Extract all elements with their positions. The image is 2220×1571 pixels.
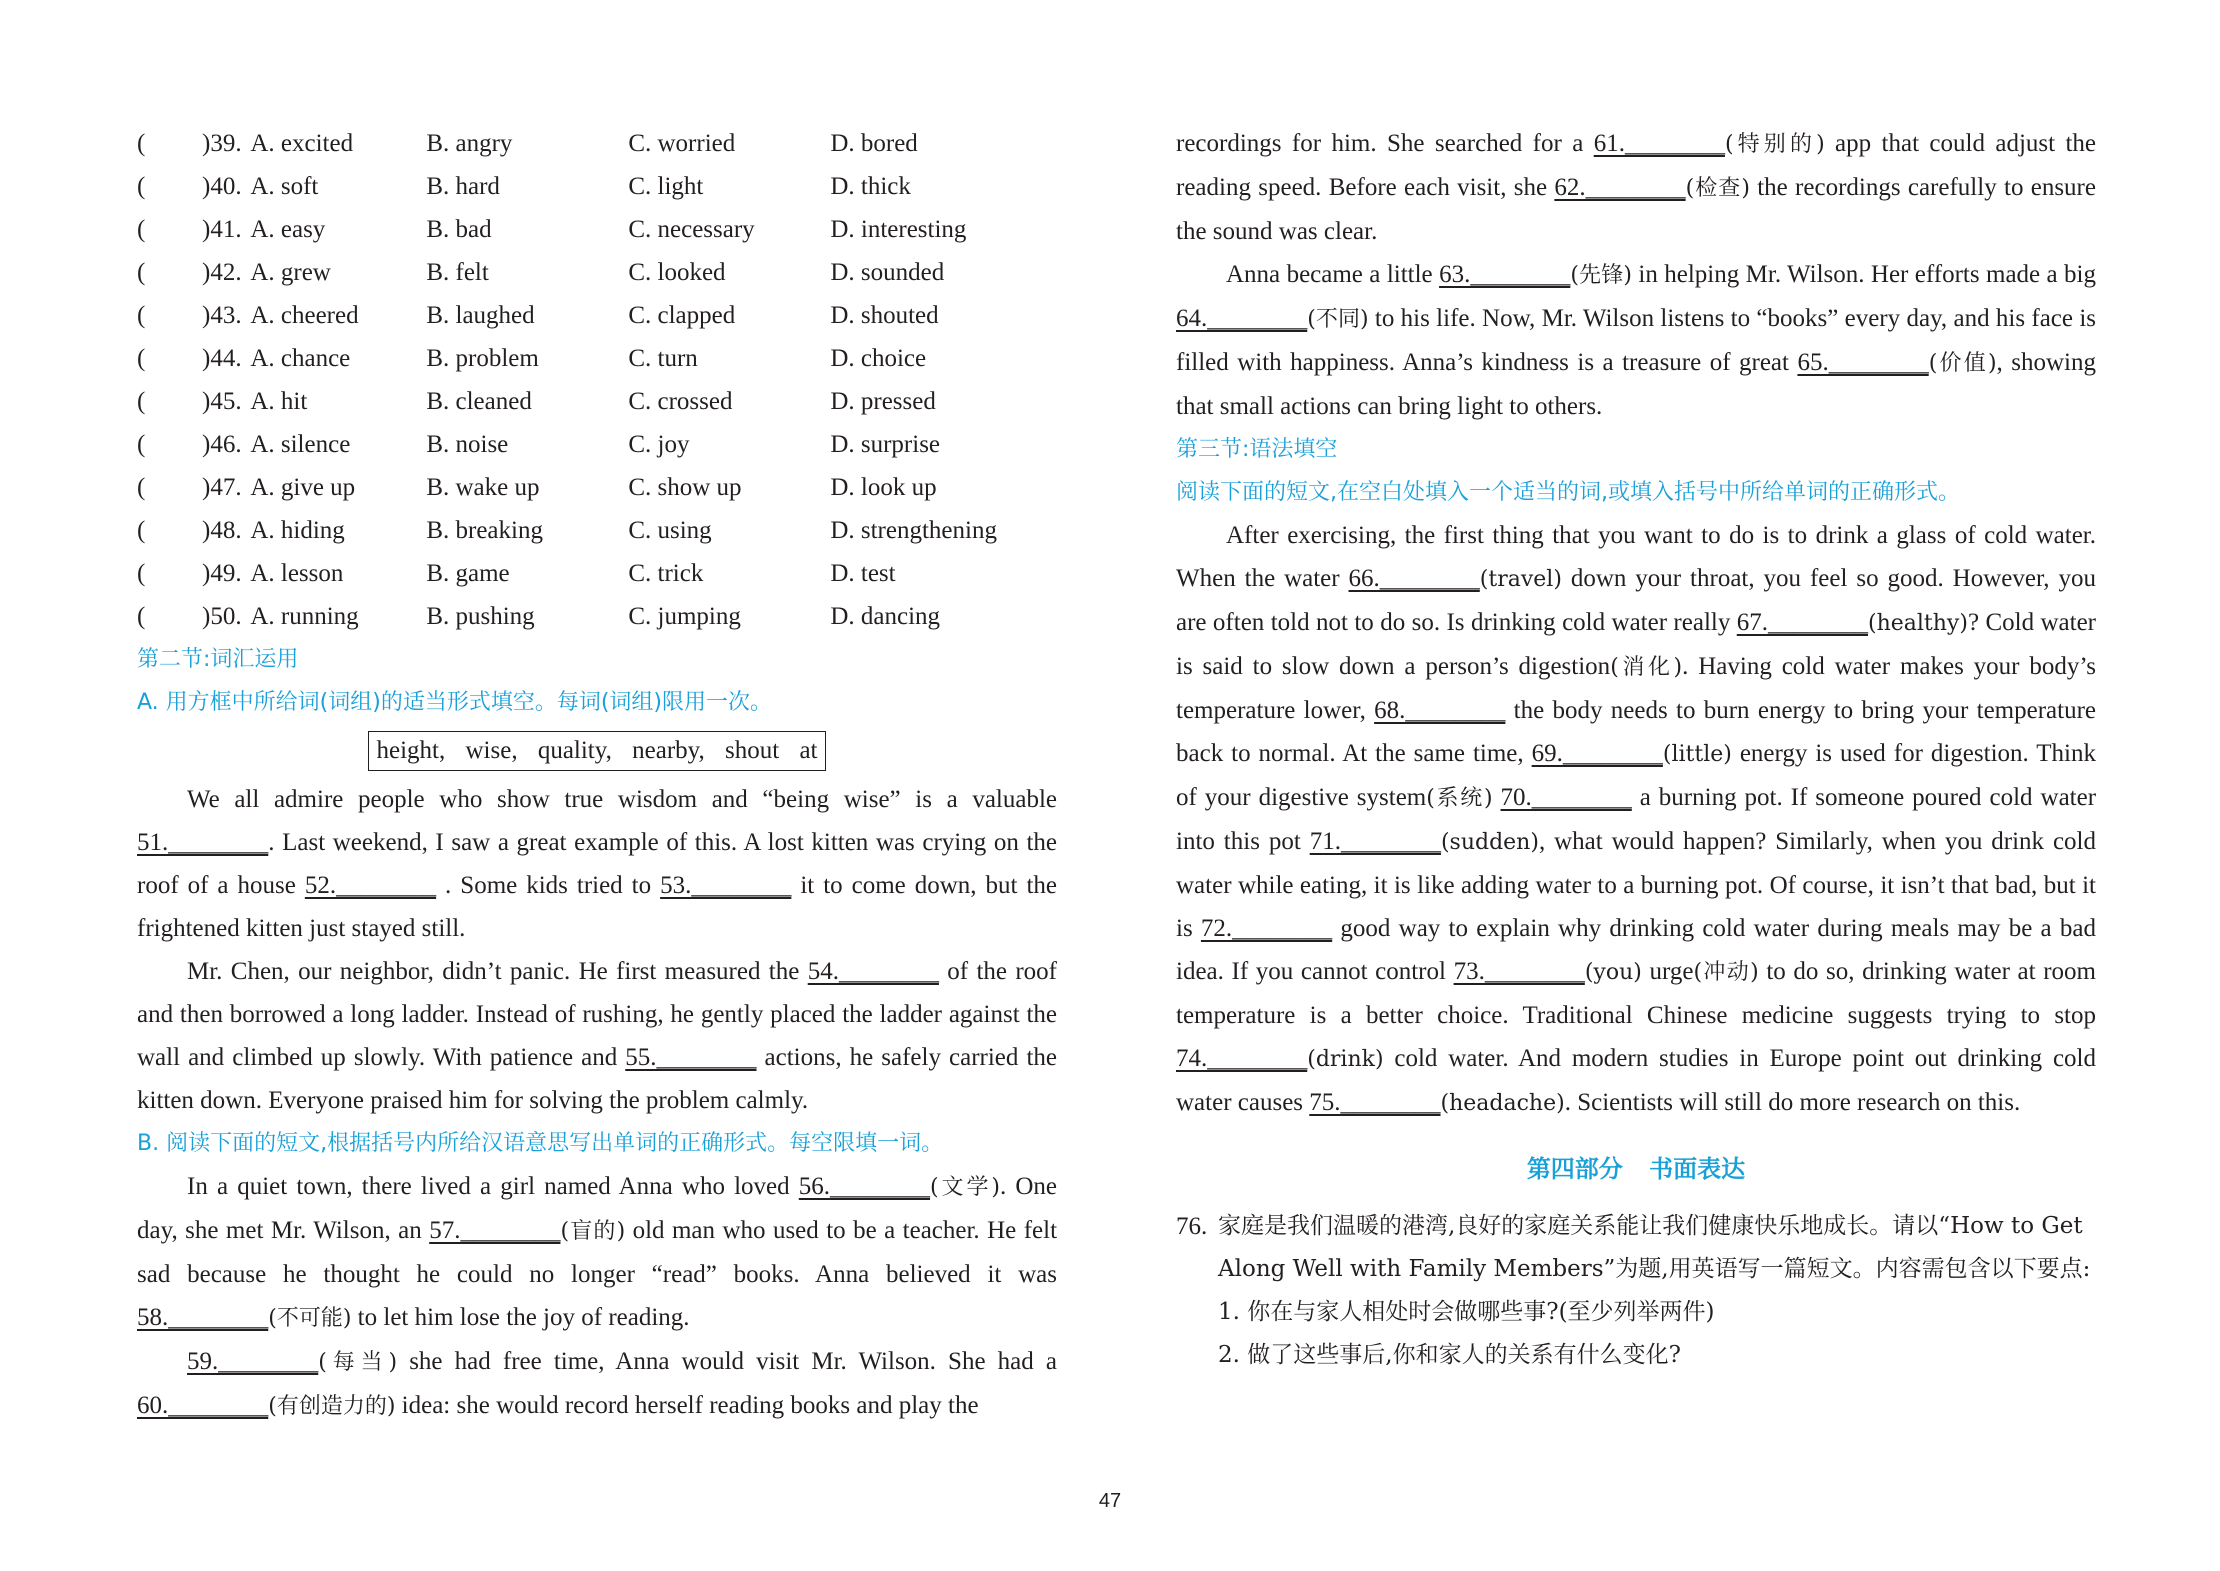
blank-62[interactable]: 62.________	[1554, 174, 1686, 201]
option-b: B. hard	[426, 173, 500, 200]
answer-paren-open[interactable]: (	[137, 345, 146, 372]
option-b: B. laughed	[426, 302, 535, 329]
blank-68[interactable]: 68.________	[1374, 697, 1506, 724]
hint: (盲的)	[560, 1219, 626, 1244]
option-c: C. looked	[628, 259, 726, 286]
text: We all admire people who show true wisdom and “being wise” is a valuable	[187, 786, 1057, 813]
answer-paren-open[interactable]: (	[137, 603, 146, 630]
text: it to come down, but the frightened kitten just stayed still.	[137, 872, 1057, 942]
text: of the roof and then borrowed a long ladder. Instead of rushing, he gently placed the ladder against the wall and climbed up slowly. With patience and	[137, 958, 1057, 1071]
answer-paren-close: )	[202, 130, 211, 157]
text: good way to explain why drinking cold water during meals may be a bad idea. If you cannot control	[1176, 915, 2096, 985]
choice-question	[137, 423, 1057, 466]
hint: (little)	[1662, 742, 1732, 767]
question-number: 40.	[210, 173, 242, 200]
blank-51[interactable]: 51.________	[137, 829, 269, 856]
answer-paren-open[interactable]: (	[137, 302, 146, 329]
option-c: C. worried	[628, 130, 736, 157]
blank-54[interactable]: 54.________	[807, 958, 939, 985]
choice-question	[137, 337, 1057, 380]
text: a burning pot. If someone poured cold water into this pot	[1176, 784, 2097, 855]
option-a: A. give up	[250, 474, 356, 501]
writing-question-body	[1218, 1205, 2096, 1377]
option-d: D. choice	[830, 345, 927, 372]
option-c: C. show up	[628, 474, 742, 501]
option-a: A. lesson	[250, 560, 344, 587]
answer-paren-open[interactable]: (	[137, 388, 146, 415]
text: Anna became a little	[1226, 261, 1440, 288]
answer-paren-open[interactable]: (	[137, 560, 146, 587]
text: the recordings carefully to ensure the sound was clear.	[1176, 174, 2096, 245]
hint: (不可能)	[268, 1306, 352, 1331]
option-b: B. game	[426, 560, 510, 587]
writing-point-2: 2. 做了这些事后,你和家人的关系有什么变化?	[1218, 1342, 1681, 1368]
blank-64[interactable]: 64.________	[1176, 305, 1308, 332]
hint: (消化)	[1610, 655, 1683, 680]
option-c: C. trick	[628, 560, 704, 587]
question-number: 44.	[210, 345, 242, 372]
section2-partA-instruction: A. 用方框中所给词(词组)的适当形式填空。每词(词组)限用一次。	[137, 690, 772, 715]
text: to his life. Now, Mr. Wilson listens to “books” every day, and his face is filled with happiness. Anna’s kindness is a treasure of great	[1176, 305, 2096, 376]
option-a: A. excited	[250, 130, 354, 157]
writing-prompt: 家庭是我们温暖的港湾,良好的家庭关系能让我们健康快乐地成长。请以“How to Get Along Well with Family Members”为题,用英语写一篇短文。内容需包含以下要点:	[1218, 1213, 2091, 1282]
page-number: 47	[1098, 1490, 1122, 1512]
question-number: 43.	[210, 302, 242, 329]
blank-73[interactable]: 73.________	[1453, 958, 1585, 985]
hint: (文学)	[930, 1175, 1000, 1200]
passageB-paragraph-1	[137, 1165, 1057, 1340]
text: energy is used for digestion. Think of your digestive system	[1176, 740, 2096, 811]
answer-paren-close: )	[202, 603, 211, 630]
option-d: D. thick	[830, 173, 911, 200]
hint: (drink)	[1307, 1047, 1384, 1072]
answer-paren-close: )	[202, 388, 211, 415]
choice-question-list	[137, 122, 1057, 638]
option-d: D. interesting	[830, 216, 967, 243]
option-d: D. surprise	[830, 431, 941, 458]
text: . One day, she met Mr. Wilson, an	[137, 1173, 1057, 1244]
option-d: D. bored	[830, 130, 918, 157]
blank-57[interactable]: 57.________	[429, 1217, 561, 1244]
blank-72[interactable]: 72.________	[1200, 915, 1333, 942]
text: recordings for him. She searched for a	[1176, 130, 1594, 157]
text: urge	[1641, 958, 1694, 985]
hint: (系统)	[1426, 786, 1493, 811]
option-a: A. hiding	[250, 517, 345, 544]
hint: (不同)	[1307, 307, 1369, 332]
blank-52[interactable]: 52.________	[304, 872, 437, 899]
section4-title: 第四部分 书面表达	[1526, 1155, 1746, 1183]
option-b: B. bad	[426, 216, 492, 243]
hint: (价值)	[1928, 351, 1997, 376]
hint: (每当)	[318, 1350, 398, 1375]
option-a: A. running	[250, 603, 359, 630]
option-d: D. strengthening	[830, 517, 997, 544]
text: ? Cold water is said to slow down a person’s digestion	[1176, 609, 2096, 680]
question-number: 41.	[210, 216, 242, 243]
passageB-paragraph-2-cont	[1176, 122, 2096, 253]
blank-74[interactable]: 74.________	[1176, 1045, 1308, 1072]
blank-70[interactable]: 70.________	[1500, 784, 1632, 811]
option-b: B. breaking	[426, 517, 543, 544]
option-b: B. problem	[426, 345, 539, 372]
text: to do so, drinking water at room temperature is a better choice. Traditional Chinese medicine suggests trying to stop	[1176, 958, 2096, 1029]
section3-instruction: 阅读下面的短文,在空白处填入一个适当的词,或填入括号中所给单词的正确形式。	[1176, 480, 1960, 505]
choice-question	[137, 595, 1057, 638]
text: . Scientists will still do more research on this.	[1564, 1089, 2021, 1116]
answer-paren-open[interactable]: (	[137, 216, 146, 243]
option-b: B. wake up	[426, 474, 540, 501]
blank-69[interactable]: 69.________	[1531, 740, 1663, 767]
blank-61[interactable]: 61.________	[1593, 130, 1725, 157]
writing-question	[1176, 1205, 2096, 1377]
hint: (有创造力的)	[268, 1394, 396, 1419]
choice-question	[137, 165, 1057, 208]
blank-56[interactable]: 56.________	[798, 1173, 931, 1200]
option-b: B. noise	[426, 431, 509, 458]
section2-partB-instruction: B. 阅读下面的短文,根据括号内所给汉语意思写出单词的正确形式。每空限填一词。	[137, 1131, 944, 1156]
answer-paren-close: )	[202, 216, 211, 243]
right-column	[1176, 122, 2096, 1377]
option-b: B. felt	[426, 259, 489, 286]
option-c: C. necessary	[628, 216, 755, 243]
answer-paren-close: )	[202, 259, 211, 286]
blank-63[interactable]: 63.________	[1439, 261, 1571, 288]
option-a: A. grew	[250, 259, 331, 286]
answer-paren-open[interactable]: (	[137, 431, 146, 458]
text: to let him lose the joy of reading.	[351, 1304, 690, 1331]
hint: (travel)	[1479, 567, 1562, 592]
answer-paren-close: )	[202, 302, 211, 329]
text: . Last weekend, I saw a great example of this. A lost kitten was crying on the roof of a house	[137, 829, 1057, 899]
option-d: D. sounded	[830, 259, 945, 286]
choice-question	[137, 208, 1057, 251]
text: app that could adjust the reading speed. Before each visit, she	[1176, 130, 2096, 201]
writing-point-1: 1. 你在与家人相处时会做哪些事?(至少列举两件)	[1218, 1299, 1715, 1325]
choice-question	[137, 251, 1057, 294]
text: idea: she would record herself reading books and play the	[395, 1392, 979, 1419]
passageA-paragraph-2	[137, 950, 1057, 1122]
option-a: A. easy	[250, 216, 326, 243]
option-d: D. test	[830, 560, 896, 587]
passageA-paragraph-1	[137, 778, 1057, 950]
question-number: 46.	[210, 431, 242, 458]
question-number: 42.	[210, 259, 242, 286]
blank-65[interactable]: 65.________	[1797, 349, 1929, 376]
text	[1493, 784, 1501, 811]
option-c: C. using	[628, 517, 712, 544]
text: After exercising, the first thing that you want to do is to drink a glass of cold water. When the water	[1176, 522, 2096, 592]
blank-75[interactable]: 75.________	[1309, 1089, 1441, 1116]
word-box-wrapper	[137, 724, 1057, 778]
hint: (healthy)	[1868, 611, 1968, 636]
option-a: A. silence	[250, 431, 351, 458]
word-box: height, wise, quality, nearby, shout at	[368, 731, 827, 771]
section3-title: 第三节:语法填空	[1176, 437, 1338, 462]
option-a: A. cheered	[250, 302, 359, 329]
blank-53[interactable]: 53.________	[660, 872, 792, 899]
answer-paren-open[interactable]: (	[137, 259, 146, 286]
question-number: 39.	[210, 130, 242, 157]
hint: (headache)	[1440, 1091, 1565, 1116]
answer-paren-open[interactable]: (	[137, 130, 146, 157]
option-c: C. turn	[628, 345, 698, 372]
text: In a quiet town, there lived a girl named Anna who loved	[187, 1173, 799, 1200]
blank-55[interactable]: 55.________	[625, 1044, 757, 1071]
answer-paren-open[interactable]: (	[137, 173, 146, 200]
text: . Some kids tried to	[436, 872, 661, 899]
option-c: C. light	[628, 173, 704, 200]
blank-71[interactable]: 71.________	[1309, 828, 1441, 855]
answer-paren-close: )	[202, 474, 211, 501]
answer-paren-close: )	[202, 560, 211, 587]
hint: (特别的)	[1724, 132, 1825, 157]
passageB-paragraph-2-start	[137, 1340, 1057, 1428]
choice-question	[137, 122, 1057, 165]
choice-question	[137, 509, 1057, 552]
option-b: B. angry	[426, 130, 513, 157]
hint: (sudden)	[1440, 830, 1539, 855]
text: , what would happen? Similarly, when you drink cold water while eating, it is like adding water to a burning pot. Of course, it isn’t that bad, but it is	[1176, 828, 2097, 942]
blank-60[interactable]: 60.________	[137, 1392, 269, 1419]
text: she had free time, Anna would visit Mr. Wilson. She had a	[397, 1348, 1058, 1375]
section2-title: 第二节:词汇运用	[137, 647, 299, 672]
answer-paren-open[interactable]: (	[137, 517, 146, 544]
blank-58[interactable]: 58.________	[137, 1304, 269, 1331]
question-number: 49.	[210, 560, 242, 587]
option-c: C. crossed	[628, 388, 733, 415]
left-column	[137, 122, 1057, 1428]
option-d: D. look up	[830, 474, 937, 501]
section3-passage	[1176, 514, 2096, 1125]
option-d: D. pressed	[830, 388, 936, 415]
question-number: 76.	[1176, 1213, 1208, 1240]
hint: (you)	[1584, 960, 1642, 985]
blank-66[interactable]: 66.________	[1348, 565, 1480, 592]
text: old man who used to be a teacher. He felt sad because he thought he could no longer “read” books. Anna believed it was	[137, 1217, 1058, 1288]
choice-question	[137, 294, 1057, 337]
text: , showing that small actions can bring light to others.	[1176, 349, 2097, 420]
option-a: A. soft	[250, 173, 319, 200]
choice-question	[137, 466, 1057, 509]
text: actions, he safely carried the kitten down. Everyone praised him for solving the problem calmly.	[137, 1044, 1057, 1114]
choice-question	[137, 380, 1057, 423]
question-number: 45.	[210, 388, 242, 415]
question-number: 50.	[210, 603, 242, 630]
option-b: B. pushing	[426, 603, 535, 630]
hint: (检查)	[1685, 176, 1750, 201]
text: the body needs to burn energy to bring your temperature back to normal. At the same time,	[1176, 697, 2096, 767]
text: down your throat, you feel so good. However, you are often told not to do so. Is drinking cold water really	[1176, 565, 2096, 636]
option-a: A. hit	[250, 388, 308, 415]
answer-paren-close: )	[202, 431, 211, 458]
blank-59[interactable]: 59.________	[187, 1348, 319, 1375]
question-number: 47.	[210, 474, 242, 501]
answer-paren-close: )	[202, 345, 211, 372]
answer-paren-open[interactable]: (	[137, 474, 146, 501]
option-b: B. cleaned	[426, 388, 532, 415]
text: Mr. Chen, our neighbor, didn’t panic. He first measured the	[187, 958, 808, 985]
answer-paren-close: )	[202, 517, 211, 544]
text: . Having cold water makes your body’s temperature lower,	[1176, 653, 2097, 724]
question-number: 48.	[210, 517, 242, 544]
passageB-paragraph-3	[1176, 253, 2096, 428]
option-a: A. chance	[250, 345, 351, 372]
option-c: C. clapped	[628, 302, 736, 329]
text: cold water. And modern studies in Europe point out drinking cold water causes	[1176, 1045, 2096, 1116]
blank-67[interactable]: 67.________	[1736, 609, 1868, 636]
hint: (冲动)	[1693, 960, 1759, 985]
choice-question	[137, 552, 1057, 595]
option-d: D. shouted	[830, 302, 939, 329]
option-c: C. jumping	[628, 603, 741, 630]
text: in helping Mr. Wilson. Her efforts made a big	[1631, 261, 2097, 288]
answer-paren-close: )	[202, 173, 211, 200]
hint: (先锋)	[1570, 263, 1632, 288]
option-c: C. joy	[628, 431, 690, 458]
option-d: D. dancing	[830, 603, 941, 630]
